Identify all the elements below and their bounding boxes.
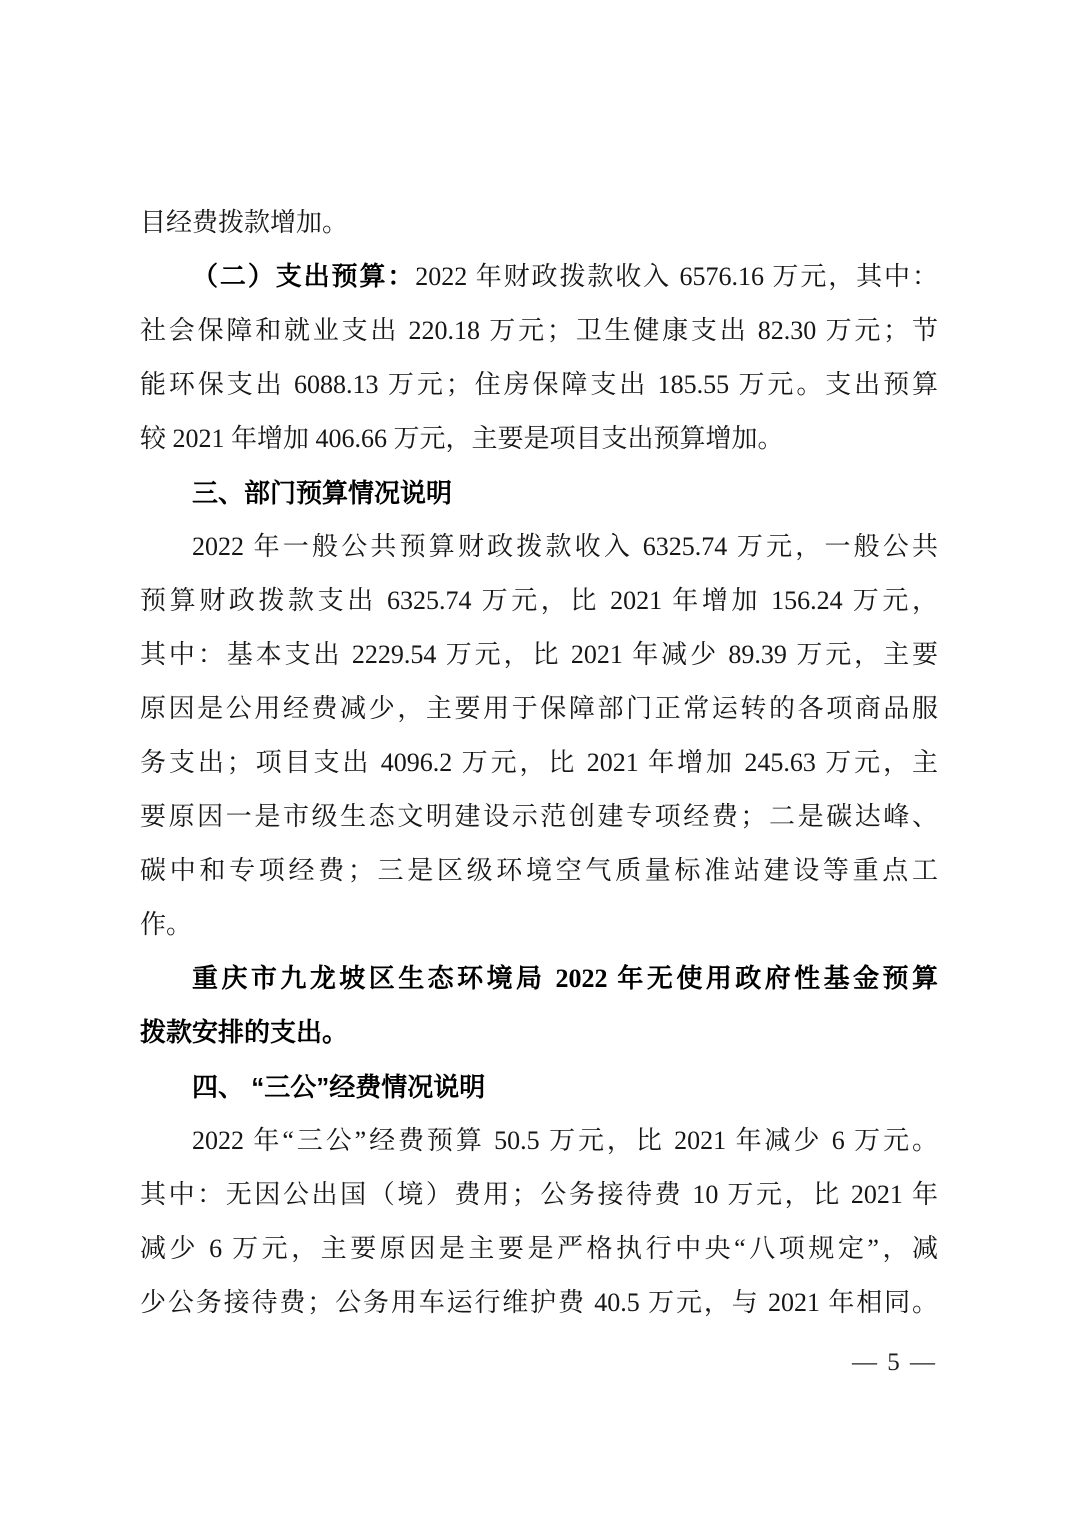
text-block <box>140 196 938 1330</box>
text-line <box>140 952 938 1006</box>
text-line <box>140 628 938 682</box>
text-segment: （二）支出预算： <box>192 262 416 291</box>
text-line <box>140 196 938 250</box>
text-line <box>140 898 938 952</box>
text-segment: 目经费拨款增加。 <box>140 208 349 237</box>
text-line <box>140 574 938 628</box>
text-line <box>140 412 938 466</box>
text-segment: 预算财政拨款支出 6325.74 万元，比 2021 年增加 156.24 万元， <box>140 586 938 615</box>
text-segment: 作。 <box>140 910 193 939</box>
text-segment: 2022 年一般公共预算财政拨款收入 6325.74 万元，一般公共 <box>192 532 938 561</box>
text-segment: 少公务接待费；公务用车运行维护费 40.5 万元，与 2021 年相同。 <box>140 1288 938 1317</box>
page-number: — 5 — <box>852 1349 937 1376</box>
text-line <box>140 1006 938 1060</box>
text-line <box>140 736 938 790</box>
text-segment: 重庆市九龙坡区生态环境局 2022 年无使用政府性基金预算 <box>192 964 938 993</box>
section-heading <box>140 466 938 520</box>
text-segment: 其中：无因公出国（境）费用；公务接待费 10 万元，比 2021 年 <box>140 1180 938 1209</box>
text-segment: 减少 6 万元，主要原因是主要是严格执行中央“八项规定”，减 <box>140 1234 938 1263</box>
text-segment: 要原因一是市级生态文明建设示范创建专项经费；二是碳达峰、 <box>140 802 938 831</box>
text-segment: 原因是公用经费减少，主要用于保障部门正常运转的各项商品服 <box>140 694 938 723</box>
text-segment: 其中：基本支出 2229.54 万元，比 2021 年减少 89.39 万元，主要 <box>140 640 938 669</box>
text-line <box>140 1114 938 1168</box>
text-line <box>140 844 938 898</box>
text-line <box>140 250 938 304</box>
text-segment: 碳中和专项经费；三是区级环境空气质量标准站建设等重点工 <box>140 856 938 885</box>
text-line <box>140 1276 938 1330</box>
text-segment: 能环保支出 6088.13 万元；住房保障支出 185.55 万元。支出预算 <box>140 370 938 399</box>
text-segment: 拨款安排的支出。 <box>140 1018 349 1047</box>
text-segment: 2022 年财政拨款收入 6576.16 万元，其中： <box>415 262 938 291</box>
text-segment: 三、部门预算情况说明 <box>192 478 453 508</box>
text-line <box>140 790 938 844</box>
text-line <box>140 1168 938 1222</box>
section-heading <box>140 1060 938 1114</box>
text-line <box>140 1222 938 1276</box>
text-segment: 四、 “三公”经费情况说明 <box>192 1072 486 1102</box>
text-line <box>140 520 938 574</box>
text-segment: 社会保障和就业支出 220.18 万元；卫生健康支出 82.30 万元；节 <box>140 316 938 345</box>
text-line <box>140 682 938 736</box>
text-segment: 较 2021 年增加 406.66 万元，主要是项目支出预算增加。 <box>140 424 784 453</box>
text-line <box>140 358 938 412</box>
text-segment: 2022 年“三公”经费预算 50.5 万元，比 2021 年减少 6 万元。 <box>192 1126 938 1155</box>
text-line <box>140 304 938 358</box>
text-segment: 务支出；项目支出 4096.2 万元，比 2021 年增加 245.63 万元，主 <box>140 748 938 777</box>
